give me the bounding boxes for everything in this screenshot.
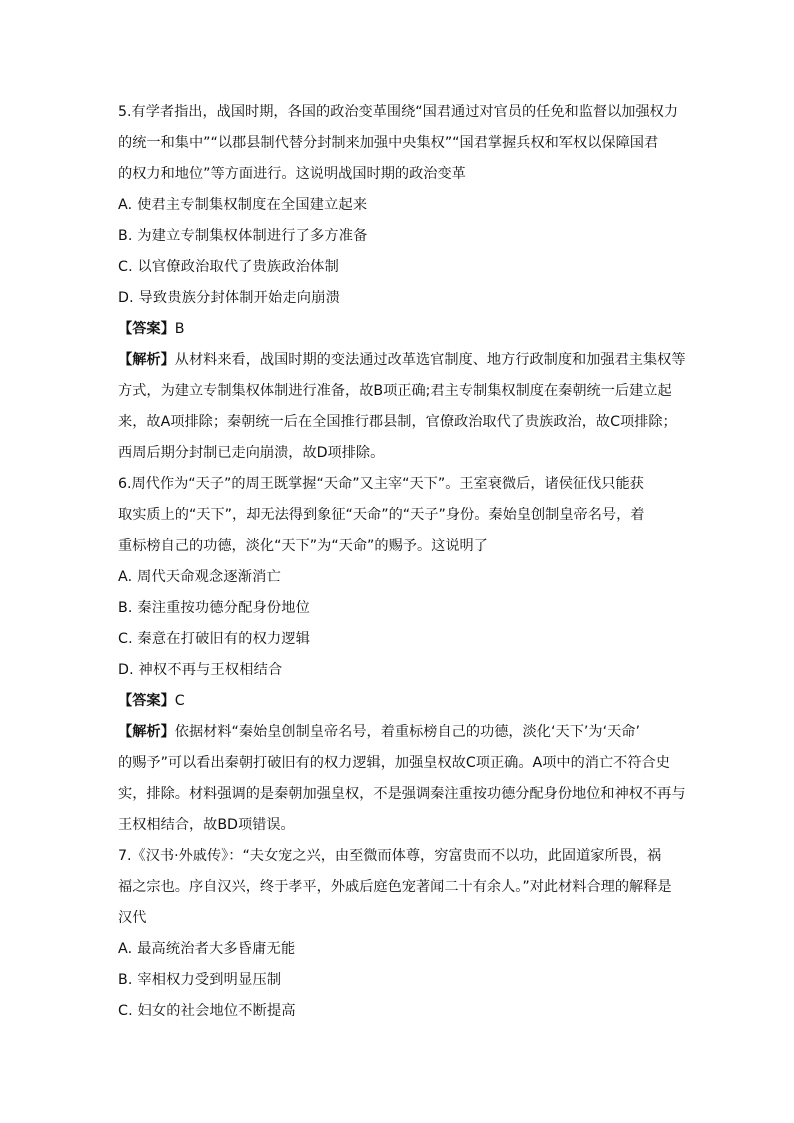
option-a: A. 周代天命观念逐渐消亡 [118,569,281,585]
option-a: A. 使君主专制集权制度在全国建立起来 [118,197,368,213]
question-stem-line: 福之宗也。序自汉兴，终于孝平，外戚后庭色宠著闻二十有余人。”对此材料合理的解释是 [118,879,672,895]
question-stem-line: 的统一和集中”“以郡县制代替分封制来加强中央集权”“国君掌握兵权和军权以保障国君 [118,135,659,151]
option-b: B. 宰相权力受到明显压制 [118,972,282,988]
answer-value: C [174,693,185,709]
question-stem-line: 取实质上的“天下”，却无法得到象征“天命”的“天子”身份。秦始皇创制皇帝名号，着 [118,507,645,523]
question-stem-line: 7.《汉书·外戚传》：“夫女宠之兴，由至微而体尊，穷富贵而不以功，此固道家所畏，祸 [118,848,662,864]
analysis-tag: 【解析】 [118,352,175,368]
analysis-line: 西周后期分封制已走向崩溃，故D项排除。 [118,445,385,461]
analysis-text: 依据材料“秦始皇创制皇帝名号，着重标榜自己的功德，淡化‘天下’为‘天命’ [174,724,640,740]
answer-line [118,314,680,345]
option-c: C. 秦意在打破旧有的权力逻辑 [118,631,311,647]
option-b: B. 为建立专制集权体制进行了多方准备 [118,228,368,244]
answer-tag: 【答案】 [118,693,175,709]
question-stem-line: 重标榜自己的功德，淡化“天下”为“天命”的赐予。这说明了 [118,538,488,554]
question-stem-line: 的权力和地位”等方面进行。这说明战国时期的政治变革 [118,166,466,182]
analysis-line: 方式，为建立专制集权体制进行准备，故B项正确;君主专制集权制度在秦朝统一后建立起 [118,383,672,399]
analysis-line: 实，排除。材料强调的是秦朝加强皇权，不是强调秦注重按功德分配身份地位和神权不再与 [118,786,686,802]
analysis-text: 从材料来看，战国时期的变法通过改革选官制度、地方行政制度和加强君主集权等 [174,352,686,368]
answer-line [118,686,680,717]
question-stem-line: 汉代 [118,910,147,926]
answer-value: B [174,321,185,337]
analysis-line [118,345,686,376]
option-d: D. 神权不再与王权相结合 [118,662,283,678]
document-page [118,97,686,1027]
analysis-line: 的赐予”可以看出秦朝打破旧有的权力逻辑，加强皇权故C项正确。A项中的消亡不符合史 [118,755,670,771]
question-5 [118,97,686,469]
analysis-line [118,717,680,748]
question-stem-line: 6.周代作为“天子”的周王既掌握“天命”又主宰“天下”。王室衰微后，诸侯征伐只能获 [118,476,644,492]
option-d: D. 导致贵族分封体制开始走向崩溃 [118,290,340,306]
analysis-tag: 【解析】 [118,724,175,740]
answer-tag: 【答案】 [118,321,175,337]
question-7 [118,841,680,1027]
option-b: B. 秦注重按功德分配身份地位 [118,600,311,616]
question-stem-line: 5.有学者指出，战国时期，各国的政治变革围绕“国君通过对官员的任免和监督以加强权力 [118,104,679,120]
option-a: A. 最高统治者大多昏庸无能 [118,941,296,957]
analysis-line: 王权相结合，故BD项错误。 [118,817,295,833]
option-c: C. 妇女的社会地位不断提高 [118,1003,296,1019]
analysis-line: 来，故A项排除；秦朝统一后在全国推行郡县制，官僚政治取代了贵族政治，故C项排除； [118,414,677,430]
option-c: C. 以官僚政治取代了贵族政治体制 [118,259,339,275]
question-6 [118,469,686,841]
